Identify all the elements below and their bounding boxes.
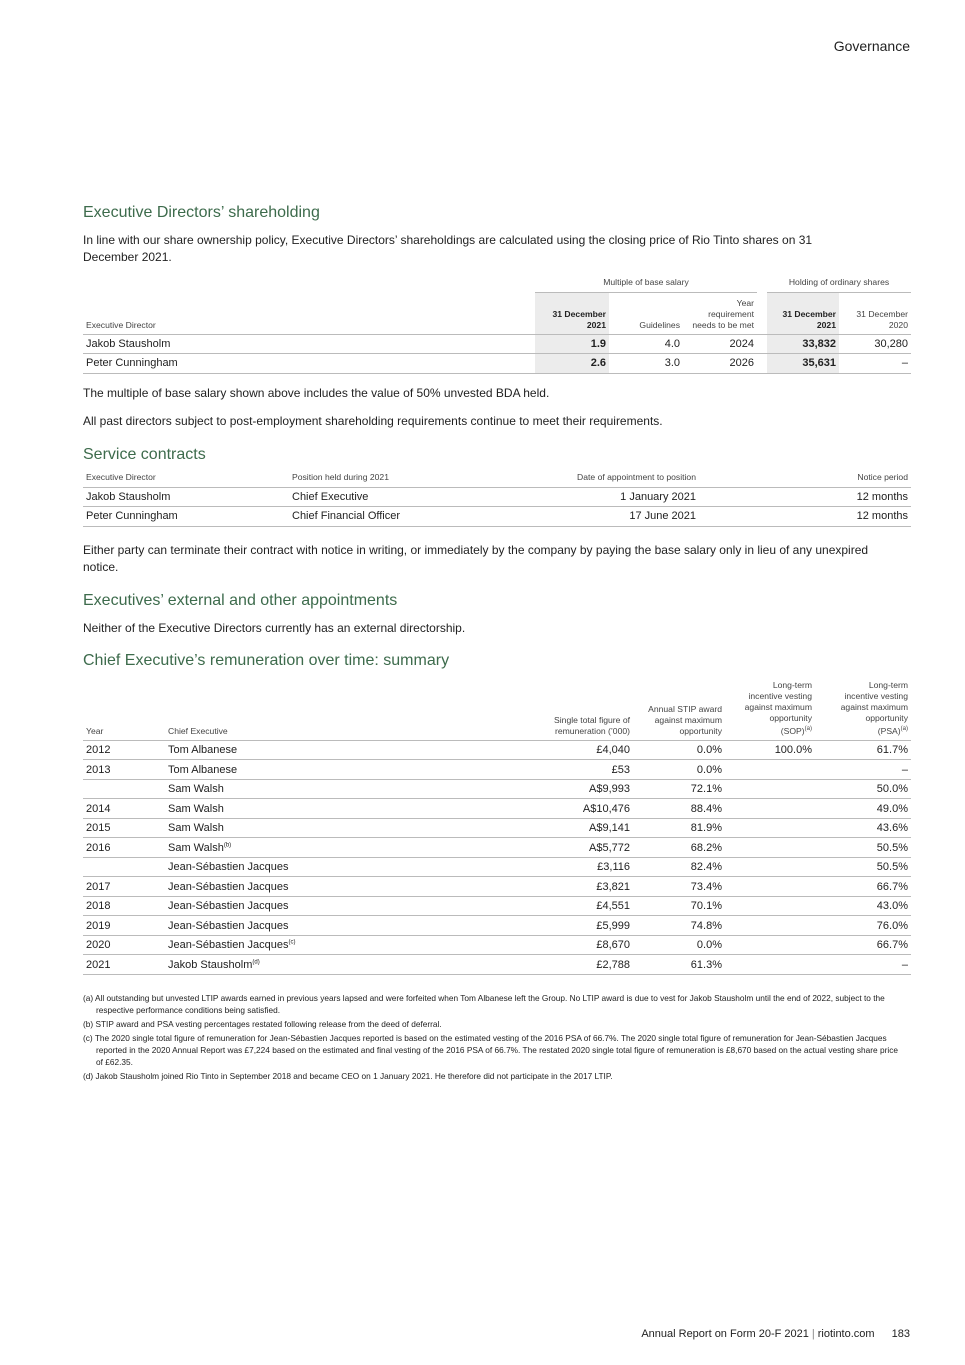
service-note: Either party can terminate their contract with notice in writing, or immediately by the company by paying the base salary only in lieu of any unexpired notice. <box>83 543 869 574</box>
cell-psa: 49.0% <box>815 799 911 819</box>
cell-sop <box>725 760 815 780</box>
table-row: Peter Cunningham Chief Financial Officer 17 June 2021 12 months <box>83 507 911 527</box>
col-guidelines: Guidelines <box>639 319 680 330</box>
cell-year <box>83 857 165 877</box>
cell-year: 2019 <box>83 916 165 936</box>
table-row <box>83 838 911 858</box>
table-row <box>83 877 911 897</box>
cell-year <box>83 779 165 799</box>
cell-name: Sam Walsh <box>165 779 455 799</box>
col-sop: Long-term incentive vesting against maximum opportunity (SOP)$^{(a)}$ <box>744 680 812 736</box>
cell-stip: 0.0% <box>633 760 725 780</box>
table-row <box>83 740 911 760</box>
cell-stip: 72.1% <box>633 779 725 799</box>
footer-report: Annual Report on Form 20-F 2021 <box>641 1328 809 1340</box>
cell-sop <box>725 935 815 955</box>
cell-single: A$5,772 <box>455 838 633 858</box>
col-single: Single total figure of remuneration (’000) <box>554 714 630 736</box>
cell-psa: 66.7% <box>815 877 911 897</box>
table-row <box>83 779 911 799</box>
col-year-requirement: Year requirement needs to be met <box>692 297 754 330</box>
cell-year: 2018 <box>83 896 165 916</box>
table-row <box>83 955 911 975</box>
cell-name: Jean-Sébastien Jacques <box>165 916 455 936</box>
col-ceo: Chief Executive <box>168 725 228 736</box>
footnote: (c) The 2020 single total figure of remuneration for Jean-Sébastien Jacques reported is based on the estimated vesting of the 2016 PSA of 66.7%. The 2020 single total figure of remuneration for Jean-Sébastien Jacques reported in the 2020 Annual Report was £7,224 based on the estimated and final vesting of the 2016 PSA of 66.7%. The restated 2020 single total figure of remuneration is £8,670 based on the actual vesting share price of £62.35. <box>83 1033 898 1067</box>
cell-single: £3,821 <box>455 877 633 897</box>
cell-single: A$10,476 <box>455 799 633 819</box>
cell-stip: 0.0% <box>633 740 725 760</box>
cell-name: Sam Walsh <box>165 818 455 838</box>
cell-stip: 70.1% <box>633 896 725 916</box>
cell-year: 2015 <box>83 818 165 838</box>
cell-sop <box>725 916 815 936</box>
cell-name: Sam Walsh <box>165 799 455 819</box>
cell-single: £2,788 <box>455 955 633 975</box>
cell-stip: 81.9% <box>633 818 725 838</box>
appointments-text: Neither of the Executive Directors currently has an external directorship. <box>83 621 466 635</box>
table-row <box>83 896 911 916</box>
cell-year: 2020 <box>83 935 165 955</box>
cell-year: 2021 <box>83 955 165 975</box>
cell-sop <box>725 838 815 858</box>
footnotes <box>83 992 905 1084</box>
cell-year: 2016 <box>83 838 165 858</box>
cell-stip: 73.4% <box>633 877 725 897</box>
cell-name: Jean-Sébastien Jacques <box>165 857 455 877</box>
ceo-table <box>83 680 911 975</box>
cell-single: £5,999 <box>455 916 633 936</box>
footnote: (b) STIP award and PSA vesting percentages restated following release from the deed of deferral. <box>83 1019 442 1029</box>
cell-psa: 50.5% <box>815 838 911 858</box>
cell-psa: 43.0% <box>815 896 911 916</box>
shareholding-table <box>83 272 911 374</box>
section-header: Governance <box>833 38 910 54</box>
col-position: Position held during 2021 <box>292 472 389 482</box>
cell-stip: 0.0% <box>633 935 725 955</box>
table-row: Jakob Stausholm Chief Executive 1 January 2021 12 months <box>83 487 911 507</box>
cell-sop <box>725 799 815 819</box>
cell-psa: 61.7% <box>815 740 911 760</box>
cell-name: Tom Albanese <box>165 760 455 780</box>
cell-psa: 66.7% <box>815 935 911 955</box>
cell-psa: – <box>815 955 911 975</box>
cell-year: 2017 <box>83 877 165 897</box>
footnote: (d) Jakob Stausholm joined Rio Tinto in September 2018 and became CEO on 1 January 2021. He therefore did not participate in the 2017 LTIP. <box>83 1071 613 1081</box>
cell-single: £4,040 <box>455 740 633 760</box>
cell-sop <box>725 818 815 838</box>
cell-psa: – <box>815 760 911 780</box>
cell-sop <box>725 896 815 916</box>
col-director: Executive Director <box>86 472 156 482</box>
footer-site[interactable]: riotinto.com <box>817 1328 875 1340</box>
cell-single: £8,670 <box>455 935 633 955</box>
cell-single: A$9,993 <box>455 779 633 799</box>
footnote: (a) All outstanding but unvested LTIP awards earned in previous years lapsed and were forfeited when Tom Albanese left the Group. No LTIP award is due to vest for Jakob Stausholm until the end of 2022, subject to the respective performance conditions being satisfied. <box>83 993 885 1015</box>
table-row <box>83 799 911 819</box>
col-holding-2021: 31 December 2021 <box>767 292 839 334</box>
cell-psa: 43.6% <box>815 818 911 838</box>
cell-sop <box>725 779 815 799</box>
cell-year: 2013 <box>83 760 165 780</box>
cell-sop <box>725 877 815 897</box>
col-director: Executive Director <box>86 319 156 330</box>
col-notice: Notice period <box>857 472 908 482</box>
col-date: Date of appointment to position <box>577 472 696 482</box>
cell-psa: 76.0% <box>815 916 911 936</box>
cell-name: Jean-Sébastien Jacques <box>165 896 455 916</box>
cell-year: 2012 <box>83 740 165 760</box>
cell-name: Jean-Sébastien Jacques$^{(c)}$ <box>165 935 455 955</box>
ceo-title: Chief Executive’s remuneration over time: summary <box>83 652 450 669</box>
cell-stip: 74.8% <box>633 916 725 936</box>
cell-psa: 50.5% <box>815 857 911 877</box>
table-row: Peter Cunningham 2.6 3.0 2026 35,631 – <box>83 354 911 374</box>
service-title: Service contracts <box>83 446 206 463</box>
cell-sop <box>725 955 815 975</box>
group-holding-label: Holding of ordinary shares <box>767 272 911 292</box>
cell-stip: 82.4% <box>633 857 725 877</box>
cell-sop: 100.0% <box>725 740 815 760</box>
cell-sop <box>725 857 815 877</box>
table-row <box>83 818 911 838</box>
page-footer: Annual Report on Form 20-F 2021 | riotinto.com 183 <box>641 1328 910 1340</box>
col-psa: Long-term incentive vesting against maximum opportunity (PSA)$^{(a)}$ <box>840 680 908 736</box>
cell-year: 2014 <box>83 799 165 819</box>
col-stip: Annual STIP award against maximum opportunity <box>648 703 722 736</box>
cell-stip: 68.2% <box>633 838 725 858</box>
cell-stip: 88.4% <box>633 799 725 819</box>
table-row <box>83 916 911 936</box>
cell-stip: 61.3% <box>633 955 725 975</box>
group-multiple-label: Multiple of base salary <box>535 272 757 292</box>
shareholding-title: Executive Directors’ shareholding <box>83 204 320 221</box>
page-number: 183 <box>891 1328 910 1340</box>
shareholding-intro: In line with our share ownership policy, Executive Directors’ shareholdings are calculated using the closing price of Rio Tinto shares on 31 December 2021. <box>83 233 813 264</box>
shareholding-note-2: All past directors subject to post-employment shareholding requirements continue to meet their requirements. <box>83 414 663 428</box>
table-row <box>83 935 911 955</box>
cell-single: £3,116 <box>455 857 633 877</box>
shareholding-note-1: The multiple of base salary shown above includes the value of 50% unvested BDA held. <box>83 386 550 400</box>
col-multiple-2021: 31 December 2021 <box>535 292 609 334</box>
cell-single: £53 <box>455 760 633 780</box>
appointments-title: Executives’ external and other appointments <box>83 592 398 609</box>
table-row <box>83 760 911 780</box>
cell-name: Jean-Sébastien Jacques <box>165 877 455 897</box>
cell-single: A$9,141 <box>455 818 633 838</box>
table-row: Jakob Stausholm 1.9 4.0 2024 33,832 30,280 <box>83 334 911 354</box>
cell-name: Sam Walsh$^{(b)}$ <box>165 838 455 858</box>
cell-name: Tom Albanese <box>165 740 455 760</box>
cell-name: Jakob Stausholm$^{(d)}$ <box>165 955 455 975</box>
cell-single: £4,551 <box>455 896 633 916</box>
col-holding-2020: 31 December 2020 <box>856 308 908 330</box>
cell-psa: 50.0% <box>815 779 911 799</box>
col-year: Year <box>86 725 104 736</box>
service-table <box>83 472 911 527</box>
table-row <box>83 857 911 877</box>
